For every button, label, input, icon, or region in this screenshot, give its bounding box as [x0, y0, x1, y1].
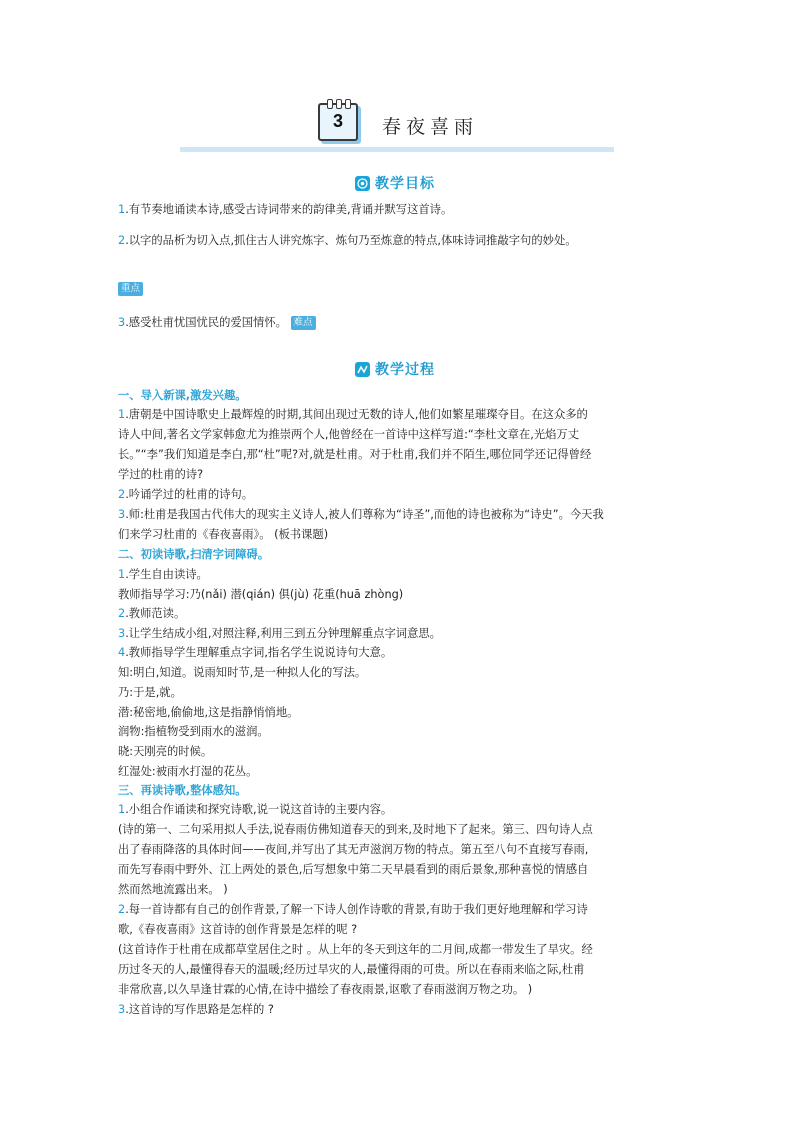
paragraph-line: 历过冬天的人,最懂得春天的温暖;经历过旱灾的人,最懂得雨的可贵。所以在春雨来临之际,杜甫 [118, 963, 585, 976]
paragraph-line: 非常欣喜,以久旱逢甘霖的心情,在诗中描绘了春夜雨景,讴歌了春雨滋润万物之功。 ) [118, 983, 533, 996]
difficulty-tag: 难点 [291, 316, 316, 330]
paragraph-line: 3.这首诗的写作思路是怎样的 ? [118, 1003, 274, 1016]
paragraph-line: (这首诗作于杜甫在成都草堂居住之时 。从上年的冬天到这年的二月间,成都一带发生了旱灾。经 [118, 943, 593, 956]
goal-item-2: 2.以字的品析为切入点,抓住古人讲究炼字、炼句乃至炼意的特点,体味诗词推敲字句的妙处。 [118, 234, 577, 247]
target-icon [355, 176, 370, 191]
process-icon [355, 362, 370, 377]
paragraph-line: 潜:秘密地,偷偷地,这是指静悄悄地。 [118, 706, 299, 719]
goals-heading-text: 教学目标 [375, 176, 435, 192]
paragraph-line: 润物:指植物受到雨水的滋润。 [118, 725, 269, 738]
paragraph-line: 而先写春雨中野外、江上两处的景色,后写想象中第二天早晨看到的雨后景象,那种喜悦的情感自 [118, 863, 589, 876]
section-1-title: 一、导入新课,激发兴趣。 [118, 389, 247, 402]
paragraph-line: 长。”“李”我们知道是李白,那“杜”呢?对,就是杜甫。对于杜甫,我们并不陌生,哪位同学还记得曾经 [118, 448, 592, 461]
paragraph-line: 教师指导学习:乃(nǎi) 潜(qián) 俱(jù) 花重(huā zhòng) [118, 588, 404, 601]
paragraph-line: (诗的第一、二句采用拟人手法,说春雨仿佛知道春天的到来,及时地下了起来。第三、四句诗人点 [118, 823, 593, 836]
paragraph-line: 学过的杜甫的诗? [118, 468, 204, 481]
paragraph-line: 晓:天刚亮的时候。 [118, 745, 213, 758]
section-3-title: 三、再读诗歌,整体感知。 [118, 784, 247, 797]
header-underline [180, 147, 614, 152]
paragraph-line: 歌,《春夜喜雨》这首诗的创作背景是怎样的呢 ? [118, 923, 358, 936]
goal-key-tag-row [118, 279, 678, 299]
paragraph-line: 3.让学生结成小组,对照注释,利用三到五分钟理解重点字词意思。 [118, 627, 441, 640]
lesson-header [180, 100, 614, 152]
paragraph-line: 诗人中间,著名文学家韩愈尤为推崇两个人,他曾经在一首诗中这样写道:“李杜文章在,光焰万丈 [118, 428, 580, 441]
goal-item-3: 3.感受杜甫忧国忧民的爱国情怀。 难点 [118, 313, 678, 333]
paragraph-line: 4.教师指导学生理解重点字词,指名学生说说诗句大意。 [118, 646, 393, 659]
paragraph-line: 3.师:杜甫是我国古代伟大的现实主义诗人,被人们尊称为“诗圣”,而他的诗也被称为“诗史”。今天我 [118, 508, 604, 521]
paragraph-line: 2.吟诵学过的杜甫的诗句。 [118, 488, 254, 501]
paragraph-line: 然而然地流露出来。 ) [118, 883, 228, 896]
process-heading [355, 358, 435, 380]
paragraph-line: 1.小组合作诵读和探究诗歌,说一说这首诗的主要内容。 [118, 803, 393, 816]
paragraph-line: 知:明白,知道。说雨知时节,是一种拟人化的写法。 [118, 666, 367, 679]
paragraph-line: 们来学习杜甫的《春夜喜雨》。 (板书课题) [118, 528, 329, 541]
section-2-title: 二、初读诗歌,扫清字词障碍。 [118, 548, 270, 561]
paragraph-line: 红湿处:被雨水打湿的花丛。 [118, 765, 258, 778]
paragraph-line: 乃:于是,就。 [118, 686, 182, 699]
paragraph-line: 2.每一首诗都有自己的创作背景,了解一下诗人创作诗歌的背景,有助于我们更好地理解和学习诗 [118, 903, 588, 916]
lesson-title: 春夜喜雨 [382, 116, 479, 138]
paragraph-line: 2.教师范读。 [118, 607, 186, 620]
paragraph-line: 出了春雨降落的具体时间——夜间,并写出了其无声滋润万物的特点。第五至八句不直接写春雨, [118, 843, 589, 856]
paragraph-line: 1.学生自由读诗。 [118, 568, 208, 581]
goal-item-1: 1.有节奏地诵读本诗,感受古诗词带来的韵律美,背诵并默写这首诗。 [118, 203, 453, 216]
goals-heading [355, 172, 435, 194]
key-point-tag: 重点 [118, 282, 143, 296]
paragraph-line: 1.唐朝是中国诗歌史上最辉煌的时期,其间出现过无数的诗人,他们如繁星璀璨夺目。在这众多的 [118, 408, 588, 421]
lesson-number: 3 [332, 111, 343, 131]
process-heading-text: 教学过程 [375, 362, 435, 378]
calendar-icon [318, 103, 358, 141]
